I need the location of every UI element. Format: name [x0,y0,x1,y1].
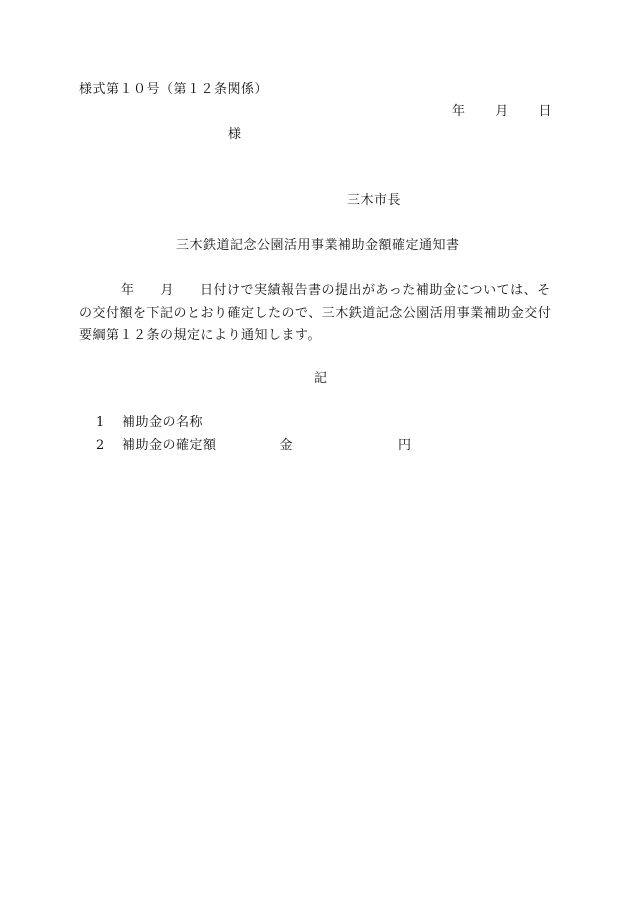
date-year: 年 [452,104,466,119]
addressee-suffix: 様 [228,127,242,142]
record-heading: 記 [314,371,328,386]
amount-suffix: 円 [398,438,412,453]
body-line-2: の交付額を下記のとおり確定したので、三木鉄道記念公園活用事業補助金交付 [79,305,552,321]
date-line [452,104,552,120]
item-label: 補助金の名称 [122,415,204,430]
body-line-1-text: 日付けで実績報告書の提出があった補助金については、そ [200,283,551,298]
item-label: 補助金の確定額 [122,438,217,453]
date-month: 月 [495,104,509,119]
body-paragraph [79,280,572,348]
body-month: 月 [160,283,175,298]
amount-prefix: 金 [279,438,294,453]
list-item [96,415,203,431]
item-number: 2 [96,438,105,453]
body-line-1 [79,280,572,303]
form-number: 様式第１０号（第１２条関係） [79,82,269,97]
body-line-3: 要綱第１２条の規定により通知します。 [79,328,321,343]
item-number: 1 [96,415,105,430]
date-day: 日 [538,104,552,119]
list-item [96,438,412,454]
document-title: 三木鉄道記念公園活用事業補助金額確定通知書 [176,238,460,253]
body-year: 年 [121,283,135,298]
sender-name: 三木市長 [347,193,402,208]
